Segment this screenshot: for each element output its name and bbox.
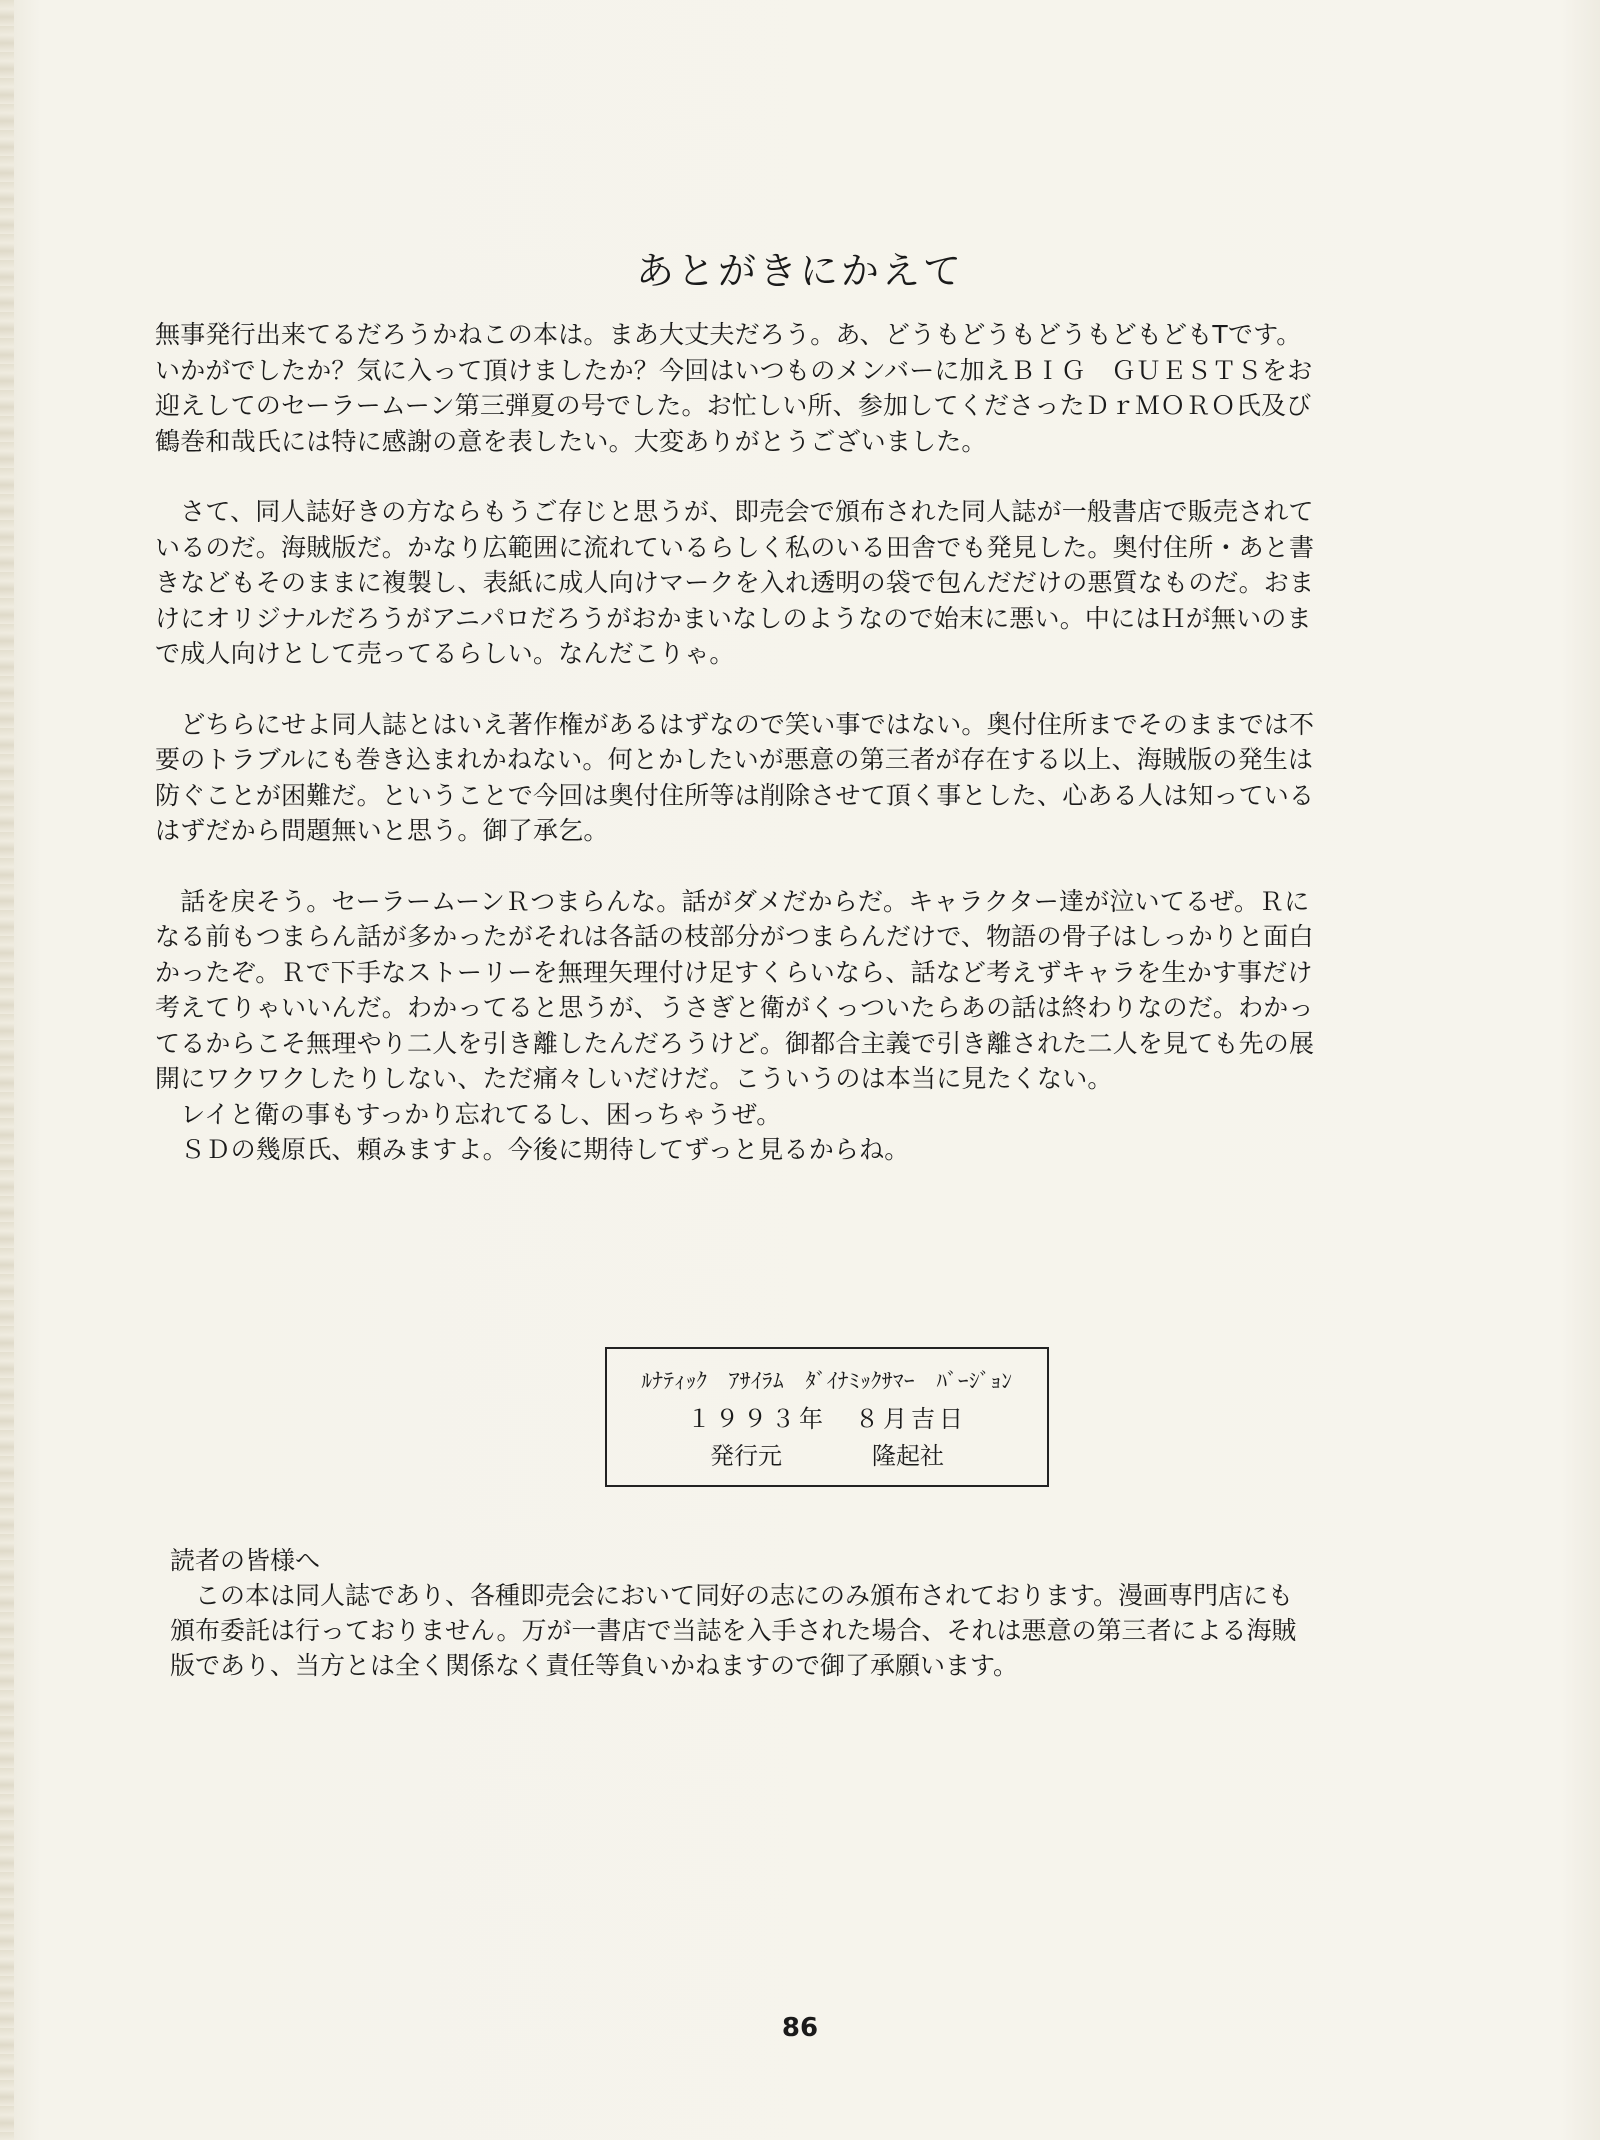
text-line: けにオリジナルだろうがアニパロだろうがおかまいなしのようなので始末に悪い。中にはＨが無いのま — [155, 603, 1312, 633]
colophon-title: ﾙﾅﾃｨｯｸ ｱｻｲﾗﾑ ﾀﾞｲﾅﾐｯｸｻﾏｰ ﾊﾞｰｼﾞｮﾝ — [641, 1369, 1013, 1393]
text-line: ＳＤの幾原氏、頼みますよ。今後に期待してずっと見るからね。 — [155, 1135, 910, 1164]
colophon-box — [605, 1347, 1049, 1487]
text-line: なる前もつまらん話が多かったがそれは各話の枝部分がつまらんだけで、物語の骨子はしっかりと面白 — [155, 922, 1314, 951]
paragraph-3 — [155, 707, 1455, 849]
text-line: さて、同人誌好きの方ならもうご存じと思うが、即売会で頒布された同人誌が一般書店で販売されて — [155, 497, 1314, 526]
text-line: で成人向けとして売ってるらしい。なんだこりゃ。 — [155, 639, 735, 668]
text-line: 迎えしてのセーラームーン第三弾夏の号でした。お忙しい所、参加してくださったＤｒＭＯＲＯ氏及び — [155, 391, 1312, 420]
afterword-body — [155, 317, 1455, 1203]
text-line: いるのだ。海賊版だ。かなり広範囲に流れているらしく私のいる田舎でも発見した。奥付住所・あと書 — [155, 532, 1315, 562]
notice-line: 版であり、当方とは全く関係なく責任等負いかねますので御了承願います。 — [170, 1651, 1019, 1680]
publisher-name: 隆起社 — [872, 1442, 944, 1470]
paragraph-4 — [155, 884, 1455, 1168]
paper-edge — [0, 0, 14, 2140]
text-line: はずだから問題無いと思う。御了承乞。 — [155, 816, 609, 845]
text-line: いかがでしたか？気に入って頂けましたか？今回はいつものメンバーに加えＢＩＧ ＧＵＥＳＴＳをお — [155, 355, 1313, 385]
paragraph-2 — [155, 494, 1455, 672]
notice-heading: 読者の皆様へ — [170, 1546, 321, 1575]
text-line: どちらにせよ同人誌とはいえ著作権があるはずなので笑い事ではない。奥付住所までそのままでは不 — [155, 709, 1315, 739]
paragraph-1 — [155, 317, 1455, 459]
notice-line: この本は同人誌であり、各種即売会において同好の志にのみ頒布されております。漫画専門店にも — [170, 1581, 1294, 1610]
text-line: レイと衛の事もすっかり忘れてるし、困っちゃうぜ。 — [155, 1099, 782, 1129]
page-number: 86 — [781, 2013, 819, 2043]
publisher-label: 発行元 — [710, 1442, 782, 1470]
text-line: てるからこそ無理やり二人を引き離したんだろうけど。御都合主義で引き離された二人を見ても先の展 — [155, 1028, 1315, 1058]
text-line: 考えてりゃいいんだ。わかってると思うが、うさぎと衛がくっついたらあの話は終わりなのだ。わかっ — [155, 993, 1314, 1022]
colophon-publisher — [607, 1436, 1047, 1471]
notice-line: 頒布委託は行っておりません。万が一書店で当誌を入手された場合、それは悪意の第三者による海賊 — [170, 1616, 1297, 1645]
text-line: 防ぐことが困難だ。ということで今回は奥付住所等は削除させて頂く事とした、心ある人は知っている — [155, 780, 1315, 810]
text-line: 無事発行出来てるだろうかねこの本は。まあ大丈夫だろう。あ、どうもどうもどうもどもどもTです。 — [155, 320, 1302, 349]
text-line: 話を戻そう。セーラームーンＲつまらんな。話がダメだからだ。キャラクター達が泣いてるぜ。Ｒに — [155, 886, 1310, 916]
colophon-date: １９９３年 ８月吉日 — [687, 1405, 967, 1433]
page-title: あとがきにかえて — [635, 249, 964, 293]
text-line: かったぞ。Ｒで下手なストーリーを無理矢理付け足すくらいなら、話など考えずキャラを生かす事だけ — [155, 957, 1313, 987]
text-line: 要のトラブルにも巻き込まれかねない。何とかしたいが悪意の第三者が存在する以上、海賊版の発生は — [155, 745, 1314, 774]
text-line: きなどもそのままに複製し、表紙に成人向けマークを入れ透明の袋で包んだだけの悪質なものだ。おま — [155, 568, 1315, 597]
text-line: 鶴巻和哉氏には特に感謝の意を表したい。大変ありがとうございました。 — [155, 426, 987, 456]
text-line: 開にワクワクしたりしない、ただ痛々しいだけだ。こういうのは本当に見たくない。 — [155, 1064, 1113, 1093]
reader-notice — [170, 1543, 1470, 1683]
